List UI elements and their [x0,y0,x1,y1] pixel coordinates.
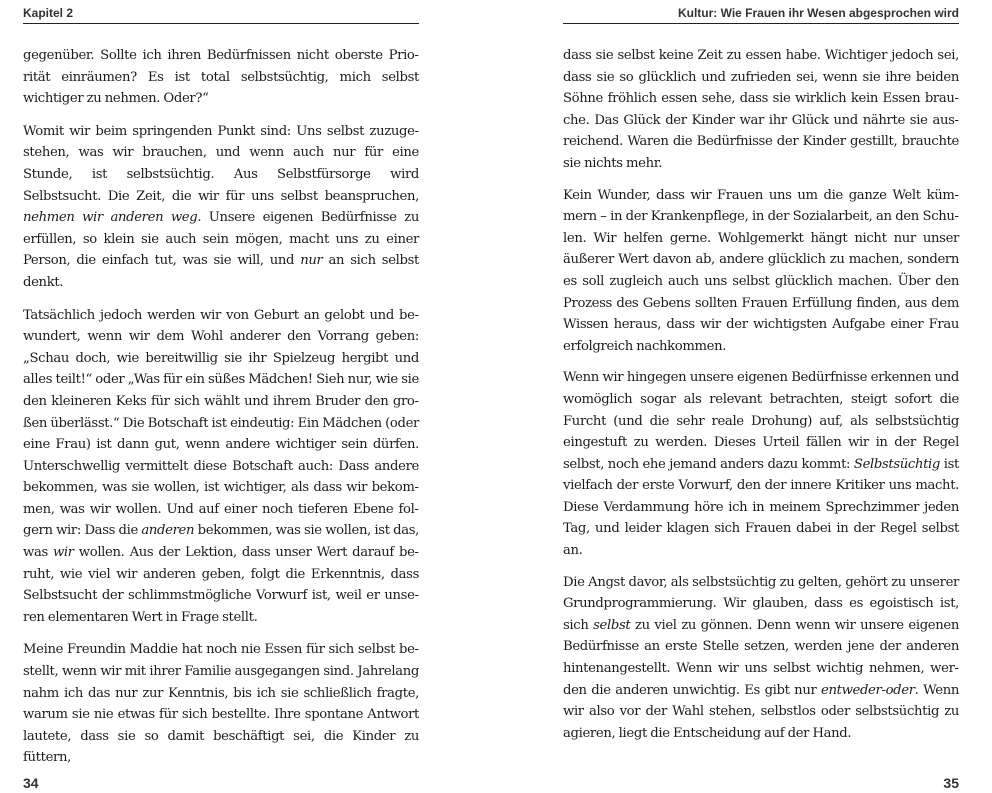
emphasis: entweder-oder [821,682,915,698]
emphasis: anderen [141,523,195,539]
header-rule [23,23,419,24]
emphasis: wir [52,545,74,561]
paragraph: Tatsächlich jedoch werden wir von Geburt an gelobt und bewundert, wenn wir dem Wohl anderer den Vorrang geben: „Schau doch, wie bereitwillig sie ihr Spielzeug hergibt und alles teilt!“ oder „Was für ein süßes Mädchen! Sieh nur, wie sie den kleineren Keks für sich wählt und ihrem Bruder den großen überlässt.“ Die Botschaft ist eindeutig: Ein Mädchen (oder eine Frau) ist dann gut, wenn andere wichtiger sein dürfen. Unterschwellig vermittelt diese Botschaft auch: Dass andere bekommen, was sie wollen, ist wichtiger, als dass wir bekommen, was wir wollen. Und auf einer noch tieferen Ebene folgern wir: Dass die anderen bekommen, was sie wollen, ist das, was wir wollen. Aus der Lektion, dass unser Wert darauf beruht, wie viel wir anderen geben, folgt die Erkenntnis, dass Selbstsucht der schlimmstmögliche Vorwurf ist, weil er unseren elementaren Wert in Frage stellt. [23,307,419,625]
running-head-chapter: Kapitel 2 [23,6,74,20]
paragraph: Wenn wir hingegen unsere eigenen Bedürfnisse erkennen und womöglich sogar als relevant betrachten, steigt sofort die Furcht (und die sehr reale Drohung) auf, als selbstsüchtig eingestuft zu werden. Dieses Urteil fällen wir in der Regel selbst, noch ehe jemand anders dazu kommt: Selbstsüchtig ist vielfach der erste Vorwurf, den der innere Kritiker uns macht. Diese Verdammung höre ich in meinem Sprechzimmer jeden Tag, und leider klagen sich Frauen dabei in der Regel selbst an. [563,370,960,559]
emphasis: selbst [593,617,631,633]
header-rule [563,23,959,24]
page-number: 34 [23,775,39,791]
paragraph: Womit wir beim springenden Punkt sind: Uns selbst zuzugestehen, was wir brauchen, und wenn auch nur für eine Stunde, ist selbstsüchtig. Aus Selbstfürsorge wird Selbstsucht. Die Zeit, die wir für uns selbst beanspruchen, nehmen wir anderen weg. Unsere eigenen Bedürfnisse zu erfüllen, so klein sie auch sein mögen, macht uns zu einer Person, die einfach tut, was sie will, und nur an sich selbst denkt. [23,123,419,290]
body-text [23,45,419,780]
page-number: 35 [943,775,959,791]
left-page [23,0,419,793]
paragraph: dass sie selbst keine Zeit zu essen habe. Wichtiger jedoch sei, dass sie so glücklich und zufrieden sei, wenn sie ihre beiden Söhne fröhlich essen sehe, dass sie wirklich kein Essen brauche. Das Glück der Kinder war ihr Glück und nährte sie ausreichend. Waren die Bedürfnisse der Kinder gestillt, brauchte sie nichts mehr. [563,48,959,171]
body-text [563,45,959,754]
emphasis: Selbstsüchtig [853,456,941,472]
paragraph: gegenüber. Sollte ich ihren Bedürfnissen nicht oberste Priorität einräumen? Es ist total selbstsüchtig, mich selbst wichtiger zu nehmen. Oder?“ [23,48,419,107]
paragraph: Meine Freundin Maddie hat noch nie Essen für sich selbst bestellt, wenn wir mit ihrer Familie ausgegangen sind. Jahrelang nahm ich das nur zur Kenntnis, bis ich sie schließlich fragte, warum sie nie etwas für sich bestellte. Ihre spontane Antwort lautete, dass sie so damit beschäftigt sei, die Kinder zu füttern, [23,642,419,766]
emphasis: nehmen wir anderen weg [23,210,198,226]
paragraph: Die Angst davor, als selbstsüchtig zu gelten, gehört zu unserer Grundprogrammierung. Wir glauben, dass es egoistisch ist, sich selbst zu viel zu gönnen. Denn wenn wir unsere eigenen Bedürfnisse an erste Stelle setzen, werden jene der anderen hintenangestellt. Wenn wir uns selbst wichtig nehmen, werden die anderen unwichtig. Es gibt nur entweder-oder. Wenn wir also vor der Wahl stehen, selbstlos oder selbstsüchtig zu agieren, liegt die Entscheidung auf der Hand. [563,574,959,741]
running-head-title: Kultur: Wie Frauen ihr Wesen abgesprochen wird [677,6,959,20]
right-page [563,0,959,793]
emphasis: nur [300,253,323,269]
paragraph: Kein Wunder, dass wir Frauen uns um die ganze Welt kümmern – in der Krankenpflege, in der Sozialarbeit, an den Schulen. Wir helfen gerne. Wohlgemerkt hängt nicht nur unser äußerer Wert davon ab, andere glücklich zu machen, sondern es soll zugleich auch uns selbst glücklich machen. Über den Prozess des Gebens sollten Frauen Erfüllung finden, aus dem Wissen heraus, dass wir der wichtigsten Aufgabe einer Frau erfolgreich nachkommen. [563,187,959,354]
